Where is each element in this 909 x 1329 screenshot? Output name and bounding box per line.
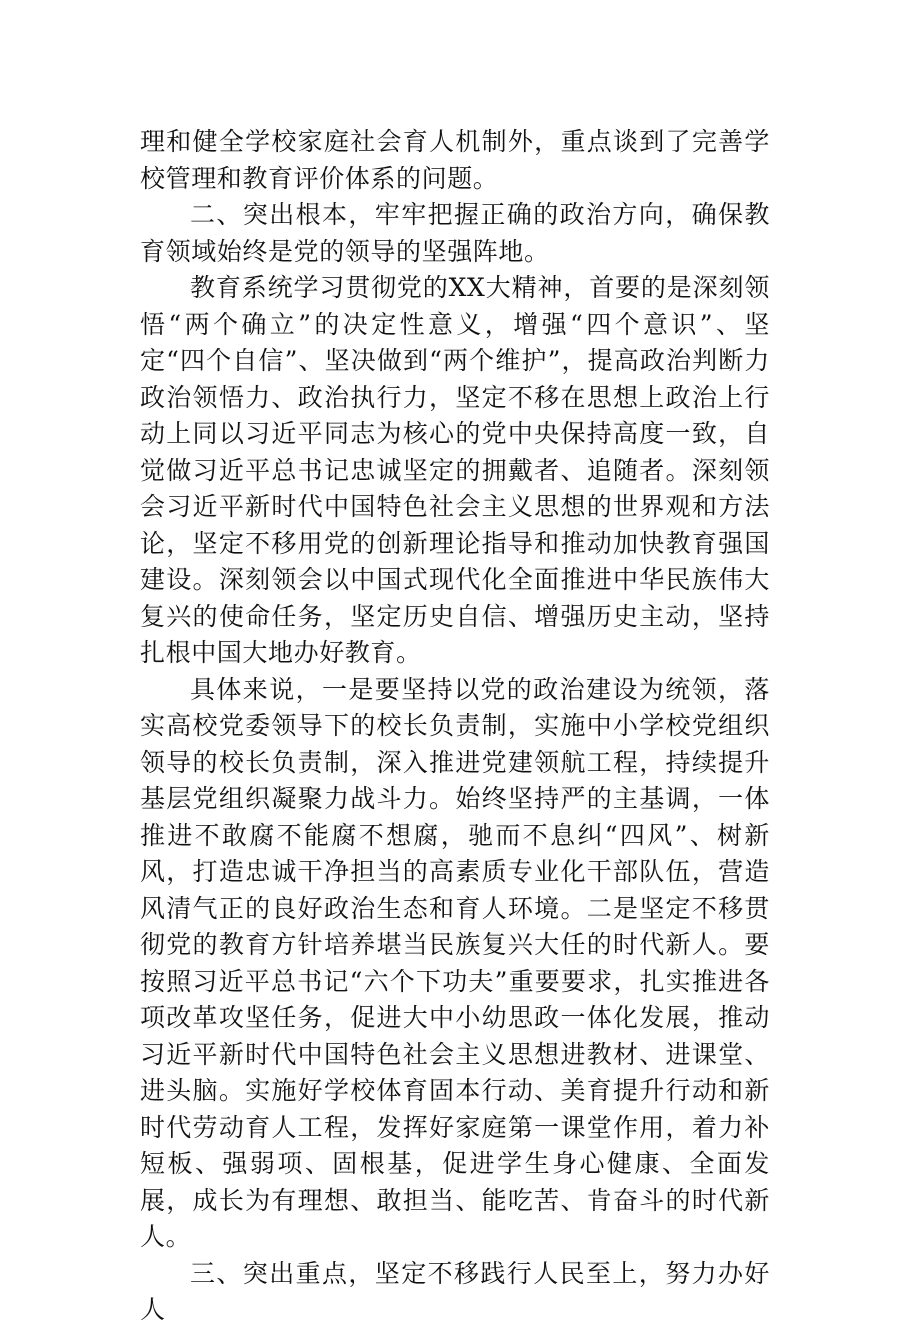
- paragraph-section-two-heading: 二、突出根本，牢牢把握正确的政治方向，确保教育领域始终是党的领导的坚强阵地。: [140, 200, 770, 266]
- document-body: [140, 124, 770, 1329]
- paragraph-section-three-heading: 三、突出重点，坚定不移践行人民至上，努力办好人: [140, 1258, 770, 1324]
- paragraph-specific-measures: 具体来说，一是要坚持以党的政治建设为统领，落实高校党委领导下的校长负责制，实施中小学校党组织领导的校长负责制，深入推进党建领航工程，持续提升基层党组织凝聚力战斗力。始终坚持严的主基调，一体推进不敢腐不能腐不想腐，驰而不息纠“四风”、树新风，打造忠诚干净担当的高素质专业化干部队伍，营造风清气正的良好政治生态和育人环境。二是坚定不移贯彻党的教育方针培养堪当民族复兴大任的时代新人。要按照习近平总书记“六个下功夫”重要要求，扎实推进各项改革攻坚任务，促进大中小幼思政一体化发展，推动习近平新时代中国特色社会主义思想进教材、进课堂、进头脑。实施好学校体育固本行动、美育提升行动和新时代劳动育人工程，发挥好家庭第一课堂作用，着力补短板、强弱项、固根基，促进学生身心健康、全面发展，成长为有理想、敢担当、能吃苦、肯奋斗的时代新人。: [140, 674, 770, 1251]
- paragraph-political-direction: 教育系统学习贯彻党的XX大精神，首要的是深刻领悟“两个确立”的决定性意义，增强“四个意识”、坚定“四个自信”、坚决做到“两个维护”，提高政治判断力政治领悟力、政治执行力，坚定不移在思想上政治上行动上同以习近平同志为核心的党中央保持高度一致，自觉做习近平总书记忠诚坚定的拥戴者、追随者。深刻领会习近平新时代中国特色社会主义思想的世界观和方法论，坚定不移用党的创新理论指导和推动加快教育强国建设。深刻领会以中国式现代化全面推进中华民族伟大复兴的使命任务，坚定历史自信、增强历史主动，坚持扎根中国大地办好教育。: [140, 273, 770, 667]
- paragraph-continuation: 理和健全学校家庭社会育人机制外，重点谈到了完善学校管理和教育评价体系的问题。: [140, 127, 770, 193]
